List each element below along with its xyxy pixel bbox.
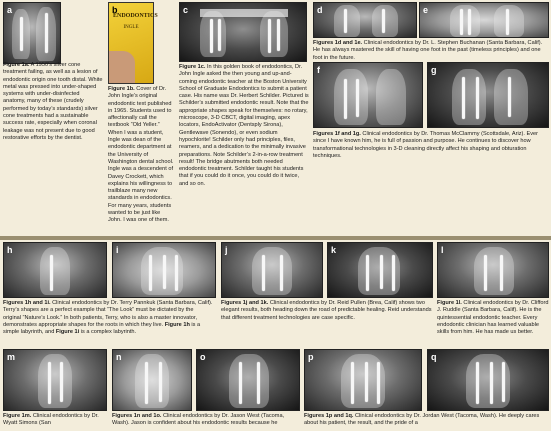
figure-1c-xray (179, 2, 307, 62)
hand-image (109, 51, 135, 83)
figure-label-n: n (116, 352, 122, 362)
figure-1h-xray (3, 242, 107, 298)
figure-1a-xray (3, 2, 61, 64)
figure-label-d: d (317, 5, 323, 15)
figure-1n-xray (112, 349, 192, 411)
caption-1b: Figure 1b. Cover of Dr. John Ingle’s original endodontic text published in 1965. Students used to affectionally call the textbook “Old Yeller.” When I was a student, Ingle was dean of the endodontic department at the University of Washington dental school. Ingle was a descendent of Davey Crockett, which explains his willingness to trailblaze many new standards in endodontics. For many years, students wanted to be just like John. I was one of them. (108, 86, 174, 224)
caption-1m: Figure 1m. Clinical endodontics by Dr. Wyatt Simons (San (3, 413, 99, 427)
figure-1e-xray (419, 2, 549, 38)
figure-label-m: m (7, 352, 16, 362)
book-subtitle: INGLE (123, 25, 139, 30)
caption-1h-1i: Figures 1h and 1i. Clinical endodontics by Dr. Terry Pannkuk (Santa Barbara, Calif). Terry’s shapes are a perfect example that “The Look” must be dictated by the original “Nature’s Look.” In both patients, Terry, who is also a master innovator, demonstrates appropriate shapes for the roots in which they live. Figure 1h is a simple labyrinth, and Figure 1i is a complex labyrinth. (3, 300, 213, 336)
row-divider (0, 236, 551, 240)
caption-1j-1k: Figures 1j and 1k. Clinical endodontics by Dr. Reid Pullen (Brea, Calif) shows two elegant results, both heading down the road of predictable healing. Reid understands that different treatment technologies are case specific. (221, 300, 432, 321)
caption-1c: Figure 1c. In this golden book of endodontics, Dr. John Ingle asked the then young and up-and-coming endodontic teacher at the Boston University School of Graduate Endodontics to submit a patient case. His name was Dr. Herbert Schilder. Pictured is Schilder’s submitted endodontic result. Note that the appropriate shapes speak for themselves: no rotary, microscope, 3-D CBCT, digital imaging, apex locators, EndoActivator (Dentsply Sirona), Gentlewave (Sonendo), or even sodium hypochlorite! Schilder only had principles, files, reamers, and a dedication to the minimally invasive preparations. Note Schilder’s 2-in-a-row treatment result! The bridge abutments both needed endodontic treatment. Schilder taught his students that if you could do it once, you could do it twice, and so on. (179, 64, 309, 187)
figure-1b-book-cover (108, 2, 158, 84)
figure-label-e: e (423, 5, 429, 15)
caption-1n-1o: Figures 1n and 1o. Clinical endodontics by Dr. Jason West (Tacoma, Wash). Jason is confident about his endodontic results because he (112, 413, 285, 427)
figure-label-p: p (308, 352, 314, 362)
figure-label-j: j (225, 245, 228, 255)
figure-1d-xray (313, 2, 417, 38)
figure-1i-xray (112, 242, 216, 298)
figure-1f-xray (313, 62, 423, 128)
figure-label-o: o (200, 352, 206, 362)
figure-label-f: f (317, 65, 320, 75)
figure-1j-xray (221, 242, 323, 298)
caption-1a: Figure 1a. A 1950’s silver cone treatment failing, as well as a lesion of endodontic origin one tooth distal. White metal was pressed into under-shaped systems with under-disinfected anatomy, many of these (crudely performed by today’s standards) silver cone treatments had a sustainable success rate, especially when coronal leakage was not present due to good restorative efforts by the dentist. (3, 62, 103, 141)
figure-label-h: h (7, 245, 13, 255)
caption-1p-1q: Figures 1p and 1q. Clinical endodontics by Dr. Jordan West (Tacoma, Wash). He deeply cares about his patient, the result, and the pride of a (304, 413, 540, 427)
book-title: ENDODONTICS (113, 13, 158, 19)
figure-1o-xray (196, 349, 300, 411)
caption-1f-1g: Figures 1f and 1g. Clinical endodontics by Dr. Thomas McClammy (Scottsdale, Ariz). Ever since I have known him, he is full of passion and purpose. He continues to discover how transformational technologies in 3-D cleaning directly affect his shaping and obturation techniques. (313, 131, 538, 159)
figure-label-q: q (431, 352, 437, 362)
figure-1k-xray (327, 242, 433, 298)
figure-1l-xray (437, 242, 549, 298)
caption-1d-1e: Figures 1d and 1e. Clinical endodontics by Dr. L. Stephen Buchanan (Santa Barbara, Calif). He has always mastered the skill of having one foot in the past (timeless principles) and one foot in the future. (313, 40, 543, 61)
figure-1m-xray (3, 349, 107, 411)
figure-label-i: i (116, 245, 119, 255)
figure-1q-xray (427, 349, 549, 411)
figure-label-b: b (112, 5, 118, 15)
figure-1p-xray (304, 349, 422, 411)
figure-label-g: g (431, 65, 437, 75)
caption-1l: Figure 1l. Clinical endodontics by Dr. Clifford J. Ruddle (Santa Barbara, Calif). He is the quintessential endodontic teacher. Every endodontic clinician has learned valuable skills from him. He has made us better. (437, 300, 549, 336)
figure-label-a: a (7, 5, 13, 15)
figure-label-l: l (441, 245, 444, 255)
figure-1g-xray (427, 62, 549, 128)
figure-label-c: c (183, 5, 189, 15)
figure-label-k: k (331, 245, 337, 255)
